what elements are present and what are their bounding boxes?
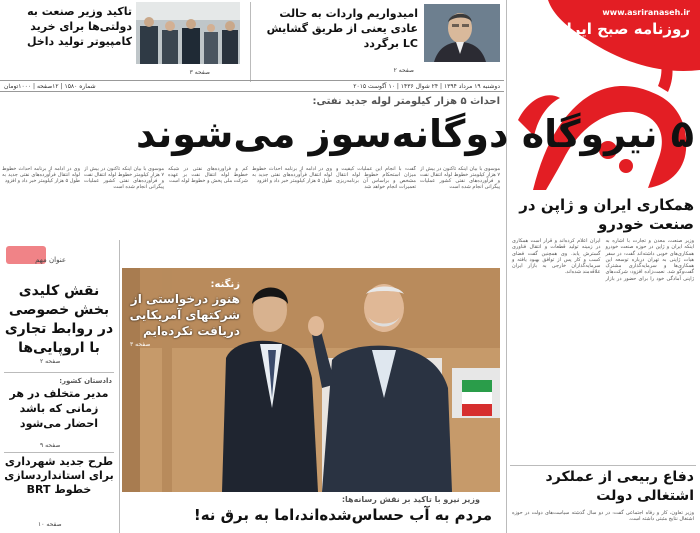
divider [4,452,114,453]
sidebar-item-3[interactable] [0,455,118,533]
page-ref: صفحه ۳ [130,341,151,348]
right-story-2-body: وزیر تعاون، کار و رفاه اجتماعی گفت: در دو سال گذشته سیاست‌های دولت در حوزه اشتغال نتایج مثبتی داشته است. [512,510,694,522]
main-headline[interactable]: ۵ نیروگاه دوگانه‌سوز می‌شوند [136,112,694,156]
column-divider [506,0,507,533]
main-body-col-1: موسوی با بیان اینکه تاکنون در بیش از ۷ هزار کیلومتر خطوط لوله انتقال نفت و فرآورده‌های نفتی کشور عملیات پیگرانی انجام شده است [420,166,500,190]
website-url: www.asriranaseh.ir [602,8,690,17]
photo-caption-label: زنگنه: [210,279,240,290]
sidebar-label: عنوان مهم [35,256,66,264]
sidebar-item-1[interactable] [0,282,118,366]
main-body-col-3: وی در ادامه از برنامه احداث خطوط لوله انتقال فرآورده‌های نفتی جدید به طول ۵ هزار کیلومتر خبر داد و افزود [252,166,332,184]
main-body-col-6: وی در ادامه از برنامه احداث خطوط لوله انتقال فرآورده‌های نفتی جدید به طول ۵ هزار کیلومتر خبر داد و افزود [2,166,80,184]
divider [510,465,696,466]
right-story-2-headline[interactable]: دفاع ربیعی از عملکرد اشتغالی دولت [545,469,694,504]
photo-story-kicker: وزیر نیرو با تاکید بر نقش رسانه‌ها: [341,495,480,504]
top-teaser-left[interactable] [0,0,250,86]
newspaper-name: روزنامه صبح ایران [553,20,690,38]
dateline-bar [0,80,504,92]
teaser-photo-group [136,2,240,64]
page-ref: صفحه ۲ [40,358,61,365]
main-kicker: احداث ۵ هزار کیلومتر لوله جدید نفتی: [312,96,500,107]
photo-caption-box [128,278,246,358]
right-story-1-body: وزیر صنعت، معدن و تجارت با اشاره به اینکه ایران و ژاپن در حوزه صنعت خودرو همکاری‌های خوبی داشته‌اند گفت: در سفر هیات ژاپنی به تهران درباره توسعه این همکاری‌ها و سرمایه‌گذاری مشترک گفت‌وگو شد. نعمت‌زاده افزود: شرکت‌های ژاپنی آمادگی خود را برای حضور در بازار ایران اعلام کرده‌اند و قرار است همکاری در زمینه تولید قطعات و انتقال فناوری گسترش یابد. وی همچنین گفت فضای کسب و کار پس از توافق بهبود یافته و سرمایه‌گذاران خارجی به بازار ایران علاقه‌مند شده‌اند. [512,238,694,282]
sidebar-item-3-headline: طرح جدید شهرداری برای استانداردسازی خطوط BRT [4,455,114,496]
strip-divider [250,2,251,82]
sidebar-item-2-label: دادستان کشور: [59,377,112,385]
top-teaser-middle[interactable] [252,0,504,86]
main-body-col-5: موسوی با بیان اینکه تاکنون در بیش از ۷ هزار کیلومتر خطوط لوله انتقال نفت و فرآورده‌های نفتی کشور عملیات پیگرانی انجام شده است [84,166,164,190]
top-teaser-middle-headline: امیدواریم واردات به حالت عادی یعنی از طریق گشایش LC برگردد [266,7,418,50]
divider [4,372,114,373]
page-ref: صفحه ۲ [393,67,414,74]
page-ref: صفحه ۳ [189,69,210,76]
right-story-1 [508,196,698,458]
sidebar-item-1-headline: نقش کلیدی بخش خصوصی در روابط تجاری با اروپایی‌ها [4,283,114,356]
photo-caption-text: هنوز درخواستی از شرکتهای آمریکایی دریافت نکرده‌ایم [129,292,240,338]
sidebar-item-2[interactable] [0,376,118,452]
teaser-photo-man [424,4,500,62]
right-story-2 [508,468,698,530]
top-teaser-left-headline: تاکید وزیر صنعت به دولتی‌ها برای خرید کامپیوتر تولید داخل [26,5,132,48]
dateline-date: دوشنبه ۱۹ مرداد ۱۳۹۴ | ۲۴ شوال ۱۴۳۶ | ۱۰ آگوست ۲۰۱۵ [353,83,500,90]
sidebar-item-2-headline: مدیر متخلف در هر زمانی که باشد احضار می‌شود [9,387,109,430]
dateline-issue: شماره ۱۵۸۰ | ۱۲صفحه | ۱۰۰۰تومان [4,83,96,90]
main-body-col-4: کم و فرآورده‌های نفتی در شبکه خطوط لوله انتقال نفت بر عهده شرکت ملی پخش و خطوط لوله است [168,166,248,184]
right-story-1-headline[interactable]: همکاری ایران و ژاپن در صنعت خودرو [519,196,694,233]
photo-story-headline[interactable]: مردم به آب حساس‌شده‌اند،اما به برق نه! [193,506,492,524]
page-ref: صفحه ۹ [40,442,61,449]
sidebar-stamp [2,244,118,268]
masthead [508,0,700,190]
main-body-col-2: گفت: با انجام این عملیات کیفیت و میزان استحکام خطوط لوله انتقال مشخص و براساس آن برنامه‌ریزی تعمیرات انجام خواهد شد [336,166,416,190]
sidebar-divider [119,240,120,533]
page-ref: صفحه ۱۰ [38,521,62,528]
